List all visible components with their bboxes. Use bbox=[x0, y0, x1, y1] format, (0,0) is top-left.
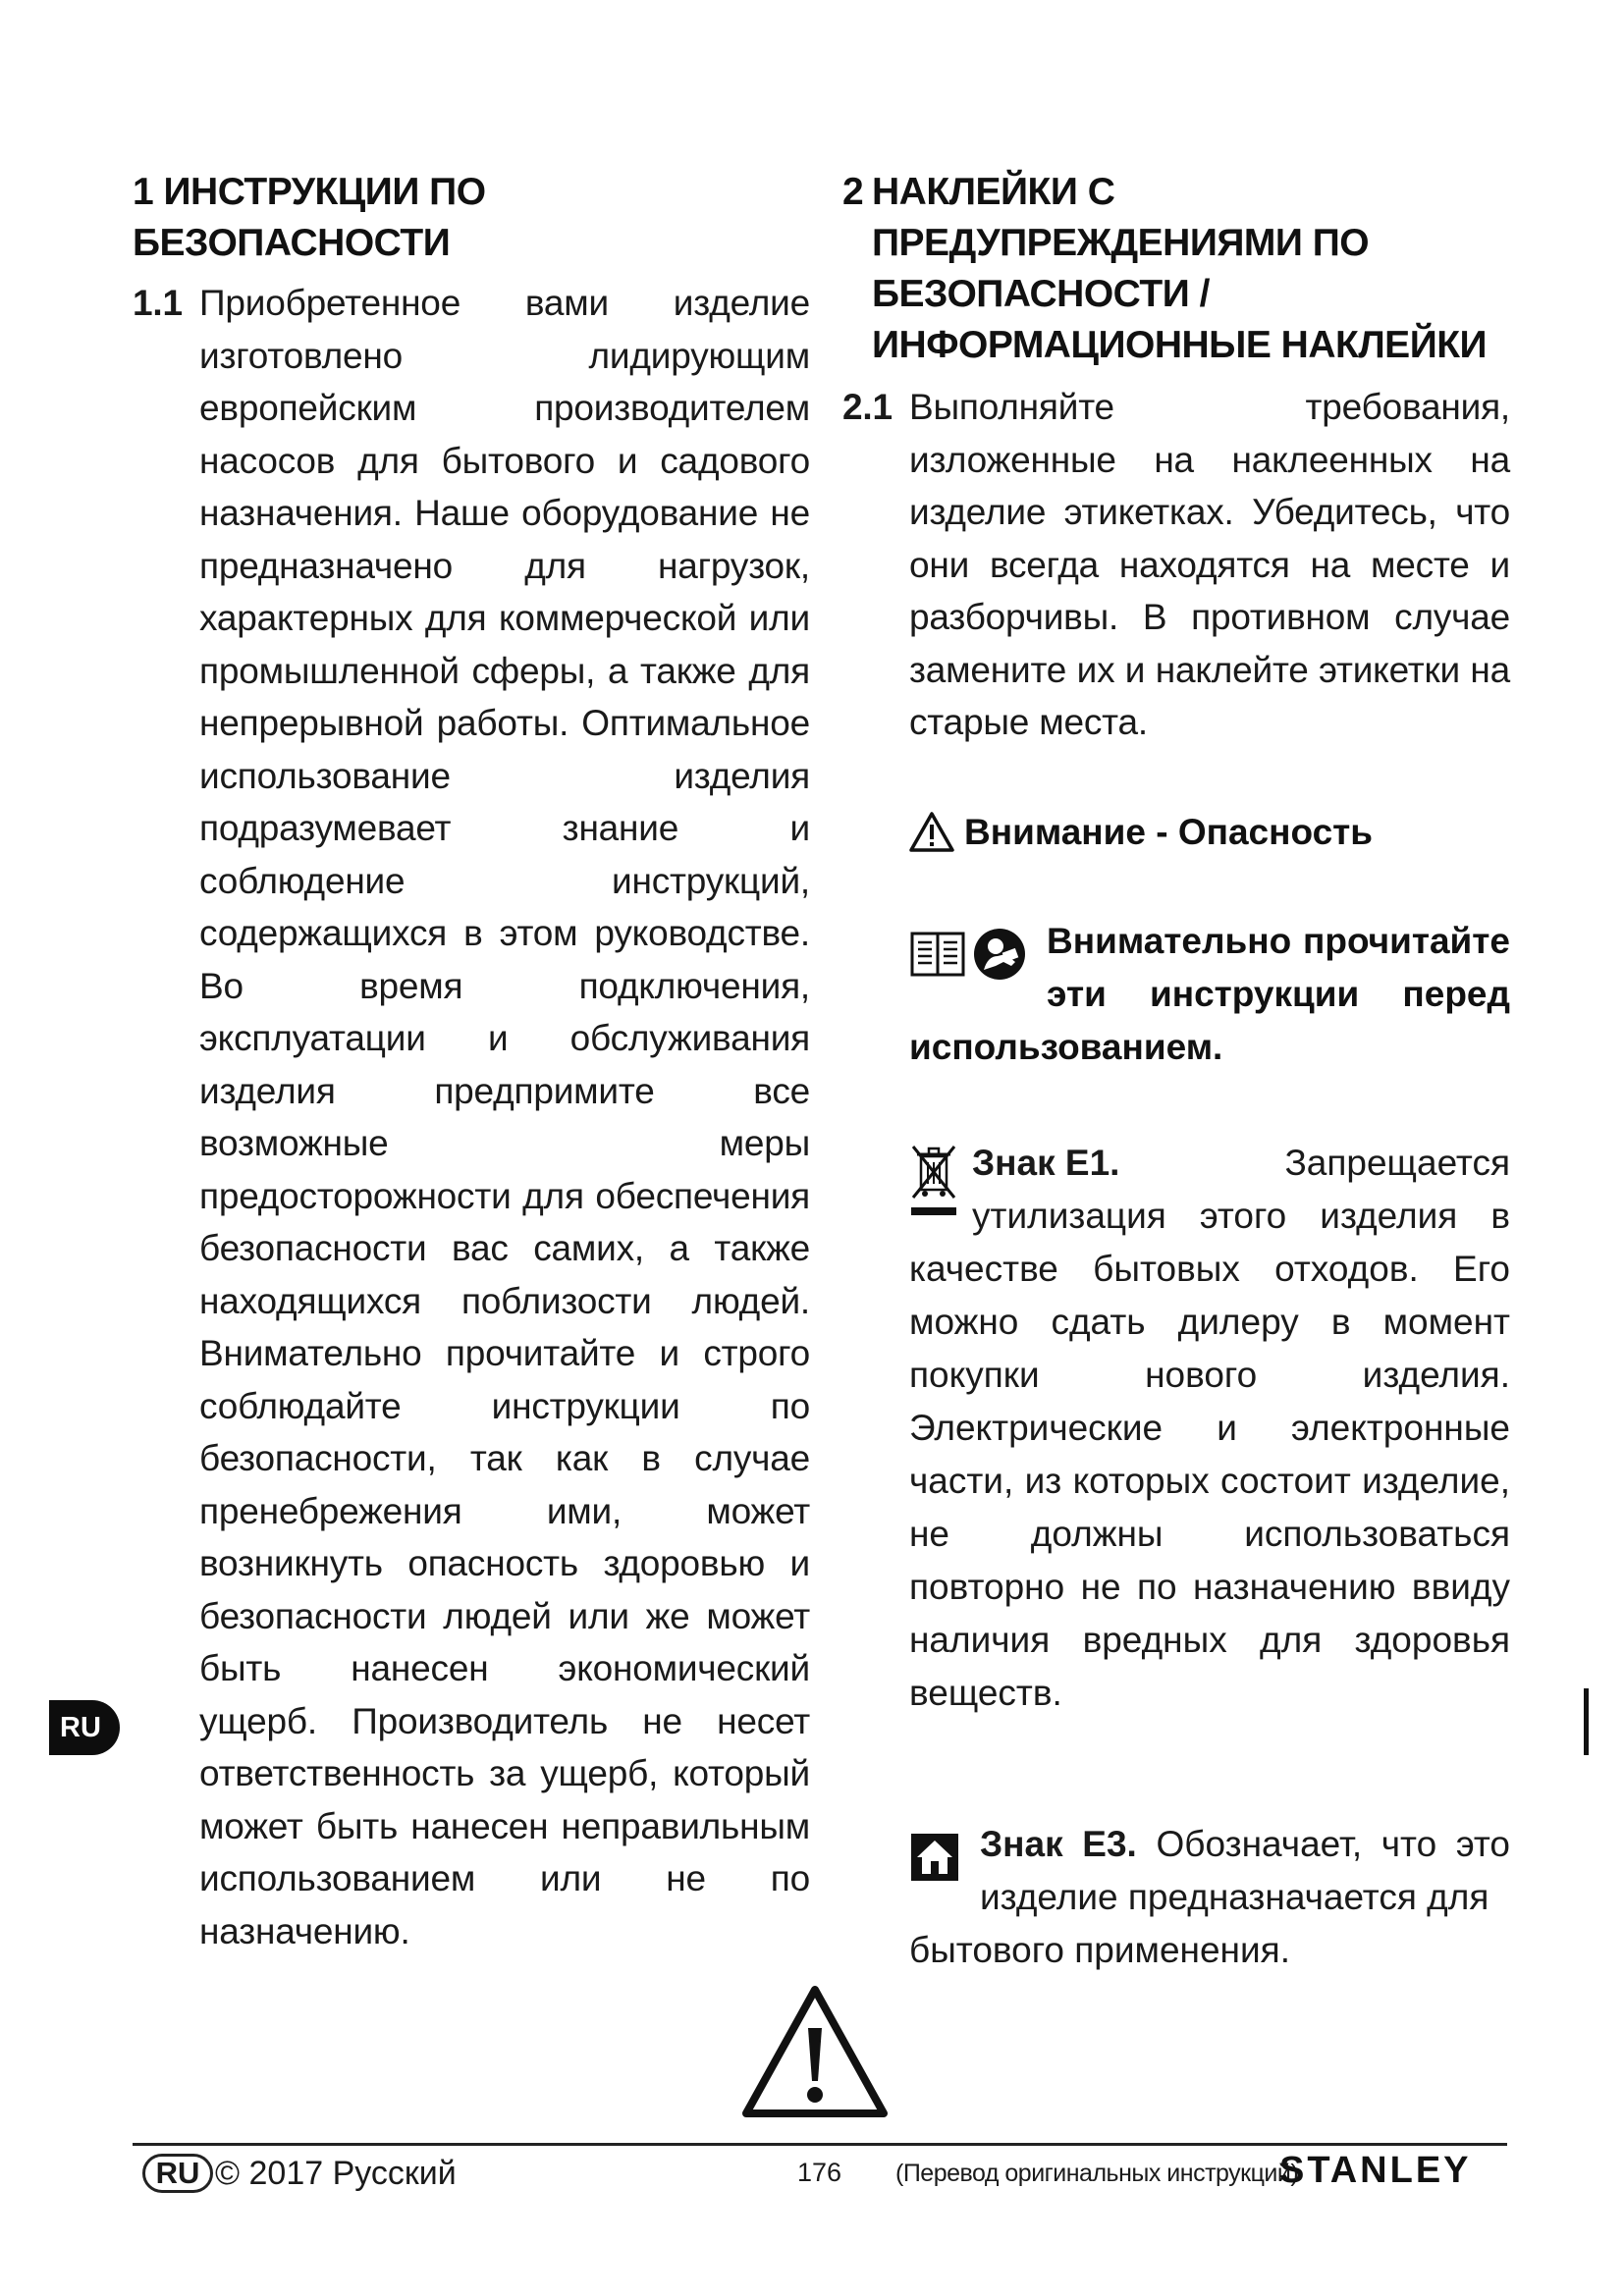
section-2-heading bbox=[842, 167, 1510, 371]
read-instructions-person-icon bbox=[972, 927, 1027, 982]
sign-e1-block bbox=[909, 1137, 1510, 1720]
read-notice-line-3: использованием. bbox=[909, 1026, 1223, 1067]
warning-triangle-icon bbox=[909, 811, 954, 852]
read-manual-icons bbox=[909, 927, 1027, 982]
paragraph-text: Приобретенное вами изделие изготовлено лидирующим европейским производителем насосов для бытового и садового назначения. Наше оборудование не предназначено для нагрузок, характерных для коммерческой или промышленной сферы, а также для непрерывной работы. Оптимальное использование изделия подразумевает знание и соблюдение инструкций, содержащихся в этом руководстве. Во время подключения, эксплуатации и обслуживания изделия предпримите все возможные меры предосторожности для обеспечения безопасности вас самих, а также находящихся поблизости людей. Внимательно прочитайте и строго соблюдайте инструкции по безопасности, так как в случае пренебрежения ими, может возникнуть опасность здоровью и безопасности людей или же может быть нанесен экономический ущерб. Производитель не несет ответственность за ущерб, который может быть нанесен неправильным использованием или не по назначению. bbox=[199, 283, 810, 1951]
sign-e3-first-text: Обозначает, что это изделие предназначается для bbox=[980, 1823, 1511, 1917]
warning-danger-row bbox=[909, 806, 1510, 858]
paragraph-text: Выполняйте требования, изложенные на наклеенных на изделие этикетках. Убедитесь, что они всегда находятся на месте и разборчивы. В противном случае замените их и наклейте этикетки на старые места. bbox=[909, 387, 1510, 742]
read-notice-line-2: эти инструкции перед bbox=[1047, 973, 1510, 1014]
section-2-1-paragraph bbox=[842, 381, 1510, 749]
paragraph-number: 2.1 bbox=[842, 387, 893, 427]
read-notice-line-1: Внимательно прочитайте bbox=[1047, 920, 1510, 961]
footer-copyright: © 2017 Русский bbox=[215, 2154, 457, 2192]
section-1-heading: 1 ИНСТРУКЦИИ ПО БЕЗОПАСНОСТИ bbox=[133, 171, 486, 264]
page-number: 176 bbox=[797, 2158, 842, 2187]
translation-note: (Перевод оригинальных инструкций) bbox=[895, 2160, 1299, 2187]
large-warning-triangle-icon bbox=[741, 1985, 889, 2118]
section-1-1-paragraph bbox=[133, 277, 810, 1957]
right-column bbox=[842, 167, 1510, 1977]
section-2-number: 2 bbox=[842, 171, 864, 213]
read-manual-notice bbox=[909, 915, 1510, 1074]
left-column bbox=[133, 167, 810, 1957]
sign-e3-block bbox=[909, 1818, 1510, 1977]
sign-e1-first-line bbox=[909, 1137, 1510, 1190]
manual-book-icon bbox=[909, 931, 966, 978]
sign-e3-rest-text: бытового применения. bbox=[909, 1929, 1290, 1970]
warning-label: Внимание - Опасность bbox=[964, 811, 1374, 852]
paragraph-number: 1.1 bbox=[133, 283, 183, 323]
footer-rule bbox=[133, 2143, 1507, 2146]
household-icon bbox=[909, 1832, 960, 1883]
sign-e1-first-text: Запрещается bbox=[1284, 1142, 1510, 1183]
language-side-tab: RU bbox=[49, 1700, 120, 1755]
side-margin-bar bbox=[1584, 1688, 1589, 1755]
footer-language bbox=[142, 2154, 457, 2193]
brand-logo: STANLEY bbox=[1279, 2150, 1472, 2191]
crossed-bin-icon bbox=[909, 1141, 958, 1217]
sign-e3-first-lines bbox=[909, 1818, 1510, 1924]
footer-language-badge: RU bbox=[142, 2154, 213, 2193]
section-2-heading-text: НАКЛЕЙКИ С ПРЕДУПРЕЖДЕНИЯМИ ПО БЕЗОПАСНОСТИ / ИНФОРМАЦИОННЫЕ НАКЛЕЙКИ bbox=[872, 171, 1488, 366]
sign-e3-title: Знак E3. bbox=[980, 1823, 1137, 1864]
sign-e1-text: утилизация этого изделия в качестве бытовых отходов. Его можно сдать дилеру в момент покупки нового изделия. Электрические и электронные части, из которых состоит изделие, не должны использоваться повторно не по назначению ввиду наличия вредных для здоровья веществ. bbox=[909, 1195, 1510, 1713]
sign-e1-title: Знак E1. bbox=[972, 1142, 1120, 1183]
